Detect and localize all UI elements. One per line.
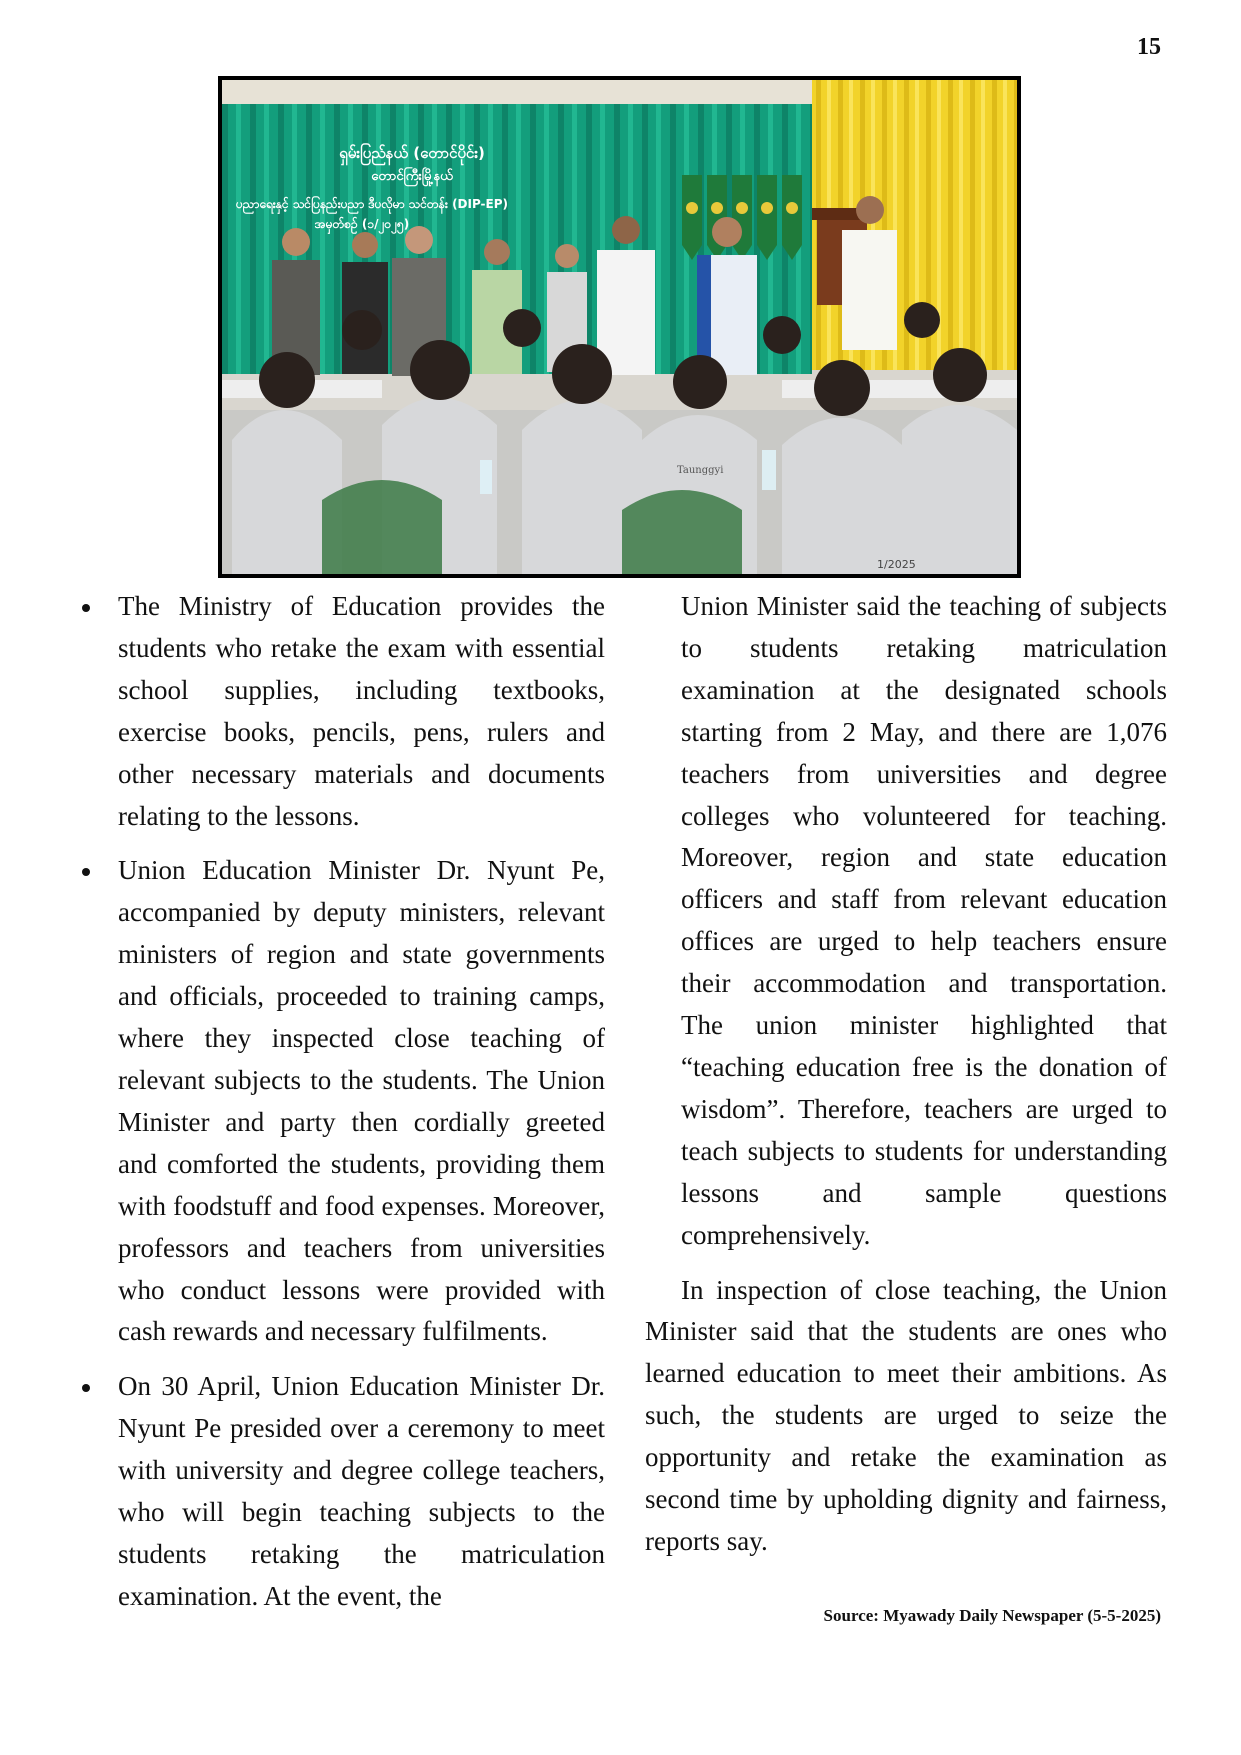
bullet-item: Union Education Minister Dr. Nyunt Pe, accompanied by deputy ministers, relevant ministers of region and state governments and officials, proceeded to training camps, where they inspected close teaching of relevant subjects to the students. The Union Minister and party then cordially greeted and comforted the students, providing them with foodstuff and food expenses. Moreover, professors and teachers from universities who conduct lessons were provided with cash rewards and necessary fulfilments.: [78, 850, 605, 1353]
right-column: [645, 586, 1167, 1563]
source-credit: Source: Myawady Daily Newspaper (5-5-2025): [823, 1606, 1161, 1625]
page-number: 15: [1137, 34, 1161, 60]
bullet-item: The Ministry of Education provides the students who retake the exam with essential school supplies, including textbooks, exercise books, pencils, pens, rulers and other necessary materials and documents relating to the lessons.: [78, 586, 605, 837]
body-paragraph: In inspection of close teaching, the Union Minister said that the students are ones who learned education to meet their ambitions. As such, the students are urged to seize the opportunity and retake the examination as second time by upholding dignity and fairness, reports say.: [645, 1274, 1167, 1556]
bullet-list: [78, 586, 605, 1618]
left-column: [78, 586, 605, 1631]
banner-line-1: ရှမ်းပြည်နယ် (တောင်ပိုင်း): [339, 144, 485, 162]
banner-line-2: တောင်ကြီးမြို့နယ်: [371, 169, 453, 184]
event-photo: [218, 76, 1021, 578]
classroom-photo-illustration: [222, 80, 1017, 574]
continued-paragraph: Union Minister said the teaching of subjects to students retaking matriculation examination at the designated schools starting from 2 May, and there are 1,076 teachers from universities and degree colleges who volunteered for teaching. Moreover, region and state education officers and staff from relevant education offices are urged to help teachers ensure their accommodation and transportation. The union minister highlighted that “teaching education free is the donation of wisdom”. Therefore, teachers are urged to teach subjects to students for understanding lessons and sample questions comprehensively.: [681, 591, 1167, 1250]
banner-line-4: အမှတ်စဉ် (၁/၂၀၂၅): [314, 217, 410, 231]
banner-line-3: ပညာရေးနှင့် သင်ပြနည်းပညာ ဒီပလိုမာ သင်တန်း (DIP-EP): [235, 197, 509, 211]
uniform-label: Taunggyi: [677, 465, 724, 476]
bullet-item: On 30 April, Union Education Minister Dr. Nyunt Pe presided over a ceremony to meet with university and degree college teachers, who will begin teaching subjects to the students retaking the matriculation examination. At the event, the: [78, 1366, 605, 1617]
uniform-badge: 1/2025: [877, 558, 916, 571]
